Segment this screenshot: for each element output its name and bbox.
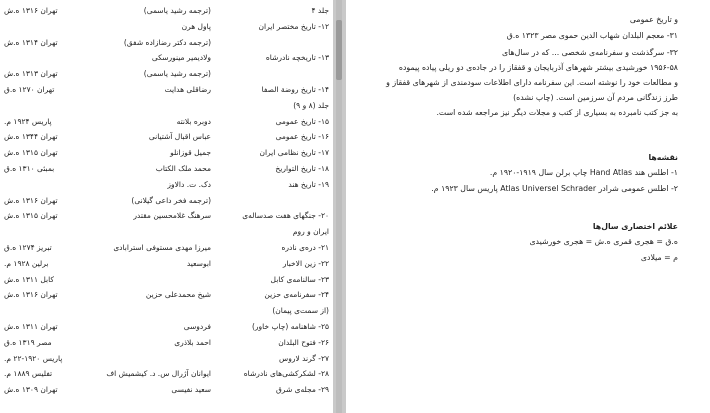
entry-title: ۱۹- تاریخ هند bbox=[288, 179, 329, 189]
entry-publication: تهران ۱۳۱۱ ه.ش bbox=[4, 322, 58, 331]
right-page bbox=[346, 0, 710, 413]
entry-publication: تهران ۱۳۱۶ ه.ش bbox=[4, 6, 58, 15]
entry-author: سعید نفیسی bbox=[171, 385, 211, 395]
entry-publication: تبریز ۱۲۷۴ ه.ق bbox=[4, 243, 52, 252]
scrollbar[interactable] bbox=[336, 0, 342, 413]
entry-title: جلد ۴ bbox=[311, 6, 329, 15]
entry-publication: تهران ۱۳۱۵ ه.ش bbox=[4, 211, 58, 221]
entry-publication: تهران ۱۳۱۴ ه.ش bbox=[4, 37, 58, 47]
entry-title: ۲۶- فتوح البلدان bbox=[278, 337, 329, 347]
left-page bbox=[0, 0, 333, 413]
entry-title: ۲۱- دره‌ی نادره bbox=[281, 243, 329, 252]
entry-publication: تهران ۱۲۷۰ ه.ق bbox=[4, 85, 55, 94]
entry-title: ۱۵- تاریخ عمومی bbox=[275, 116, 329, 126]
right-line: ۳۱- معجم البلدان شهاب الدین حموی مصر ۱۳۲۳ ه.ق bbox=[506, 31, 678, 40]
abbreviation-line: ه.ق = هجری قمری ه.ش = هجری خورشیدی bbox=[529, 237, 678, 246]
entry-title: ۲۹- مجله‌ی شرق bbox=[275, 385, 329, 395]
entry-author: جمیل قوزانلو bbox=[170, 148, 211, 158]
entry-title: ۲۸- لشکرکشی‌های نادرشاه bbox=[243, 369, 329, 379]
entry-publication: تهران ۱۳۱۶ ه.ش bbox=[4, 195, 58, 205]
entry-author: دک. ت. دالاوز bbox=[167, 179, 211, 189]
entry-publication: بمبئی ۱۳۱۰ ه.ق bbox=[4, 164, 55, 173]
right-line: و مطالعات خود را نوشته است. این سفرنامه دارای اطلاعات سودمندی از شهرهای قفقاز و bbox=[386, 78, 678, 87]
entry-author: (ترجمه فخر داعی گیلانی) bbox=[131, 195, 211, 205]
map-item: ۱- اطلس هند Hand Atlas چاپ برلن سال ۱۹۱۹-۱۹۲۰ م. bbox=[489, 168, 678, 177]
map-item: ۲- اطلس عمومی شرادر Atlas Universel Schrader پاریس سال ۱۹۲۳ م. bbox=[431, 184, 678, 193]
entry-title: ۱۷- تاریخ نظامی ایران bbox=[259, 148, 329, 158]
entry-publication: تهران ۱۳۰۹ ه.ش bbox=[4, 385, 58, 395]
abbreviations-heading: علائم اختصاری سال‌ها bbox=[592, 222, 678, 231]
entry-title: ۲۴- سفرنامه‌ی حزین bbox=[264, 290, 329, 300]
scrollbar-thumb[interactable] bbox=[336, 20, 342, 80]
entry-publication: تهران ۱۳۴۴ ه.ش bbox=[4, 132, 58, 142]
entry-publication: برلین ۱۹۲۸ م. bbox=[4, 258, 49, 268]
entry-author: رضاقلی هدایت bbox=[164, 85, 211, 94]
entry-author: ولادیمیر مینورسکی bbox=[151, 53, 211, 63]
entry-author: ابوسعید bbox=[186, 258, 211, 268]
entry-author: دوبره بلانته bbox=[176, 116, 211, 126]
entry-author: (ترجمه رشید یاسمی) bbox=[143, 6, 211, 15]
entry-author: پاول هرن bbox=[181, 21, 211, 31]
entry-publication: مصر ۱۳۱۹ ه.ق bbox=[4, 337, 52, 347]
entry-title: ایران و روم bbox=[292, 227, 329, 237]
right-line: ۳۲- سرگذشت و سفرنامه‌ی شخصی ... که در سال‌های bbox=[502, 48, 678, 57]
entry-title: (از سمت‌ی پیمان) bbox=[272, 306, 329, 316]
entry-title: ۱۸- تاریخ التواریخ bbox=[275, 164, 329, 173]
entry-author: فردوسی bbox=[183, 322, 211, 331]
entry-title: جلد (۸ و ۹) bbox=[293, 100, 329, 110]
right-line: ۱۹۵۶-۵۸ خورشیدی بیشتر شهرهای آذربایجان و قفقاز را در جاده‌ی دو ریلی پیاده پیموده bbox=[398, 63, 678, 72]
entry-publication: تهران ۱۳۱۳ ه.ش bbox=[4, 69, 58, 79]
entry-title: ۲۳- سالنامه‌ی کابل bbox=[270, 274, 329, 284]
abbreviation-line: م = میلادی bbox=[640, 253, 678, 262]
entry-publication: پاریس ۱۹۲۴ م. bbox=[4, 116, 52, 126]
entry-title: ۱۲- تاریخ مختصر ایران bbox=[258, 21, 329, 31]
entry-publication: پاریس ۱۹۲۰-۲۲ م. bbox=[4, 353, 63, 363]
entry-author: احمد بلاذری bbox=[174, 337, 211, 347]
entry-author: (ترجمه دکتر رضازاده شفق) bbox=[123, 37, 211, 47]
entry-publication: تهران ۱۳۱۵ ه.ش bbox=[4, 148, 58, 158]
entry-title: ۱۶- تاریخ عمومی bbox=[275, 132, 329, 142]
right-line: و تاریخ عمومی bbox=[629, 15, 678, 24]
maps-heading: نقشه‌ها bbox=[648, 153, 678, 162]
entry-author: عباس اقبال آشتیانی bbox=[148, 132, 211, 142]
entry-publication: کابل ۱۳۱۱ ه.ش bbox=[4, 274, 54, 284]
entry-title: ۲۷- گرند لاروس bbox=[279, 353, 329, 363]
entry-author: (ترجمه رشید یاسمی) bbox=[143, 69, 211, 79]
entry-author: ایوانان آژرال س. د. کیشمیش اف bbox=[106, 369, 211, 379]
entry-author: شیخ محمدعلی حزین bbox=[145, 290, 211, 300]
entry-title: ۱۳- تاریخچه نادرشاه bbox=[265, 53, 329, 63]
right-line: به جز کتب نامبرده به بسیاری از کتب و مجلات دیگر نیز مراجعه شده است. bbox=[436, 108, 678, 117]
entry-title: ۲۰- جنگهای هفت صدساله‌ی bbox=[242, 211, 329, 221]
entry-title: ۱۴- تاریخ روضة الصفا bbox=[261, 85, 329, 94]
entry-author: محمد ملک الکتاب bbox=[155, 164, 211, 173]
entry-title: ۲۵- شاهنامه (چاپ خاور) bbox=[251, 322, 329, 331]
entry-publication: تفلیس ۱۸۸۹ م. bbox=[4, 369, 53, 379]
entry-publication: تهران ۱۳۱۶ ه.ش bbox=[4, 290, 58, 300]
entry-title: ۲۲- زین الاخبار bbox=[282, 258, 329, 268]
entry-author: سرهنگ غلامحسین مقتدر bbox=[133, 211, 211, 221]
entry-author: میرزا مهدی مستوفی استرابادی bbox=[113, 243, 211, 252]
right-line: طرز زندگانی مردم آن سرزمین است. (چاپ نشده) bbox=[513, 93, 678, 102]
